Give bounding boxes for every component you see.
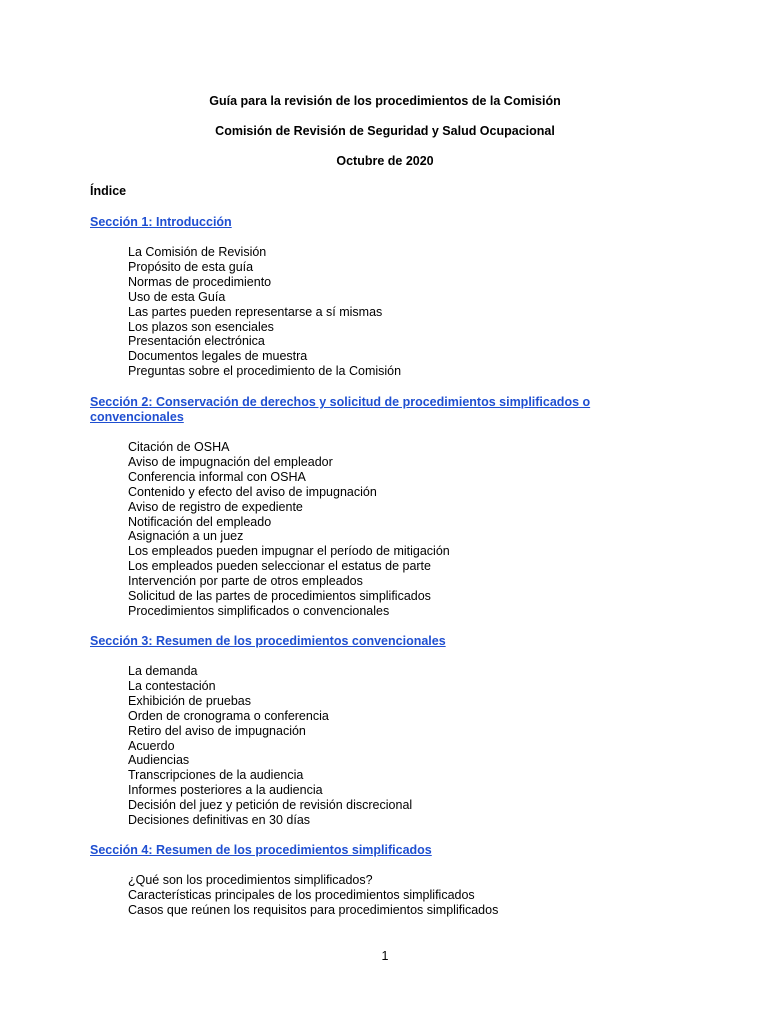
index-heading: Índice xyxy=(90,184,127,198)
list-item: Propósito de esta guía xyxy=(128,259,254,274)
list-item: Los empleados pueden seleccionar el estatus de parte xyxy=(128,559,431,574)
list-item: Los plazos son esenciales xyxy=(128,319,274,334)
section-2-items xyxy=(128,440,450,619)
document-title: Guía para la revisión de los procedimientos de la Comisión xyxy=(209,94,561,108)
page-number: 1 xyxy=(381,949,389,963)
document-subtitle: Comisión de Revisión de Seguridad y Salud Ocupacional xyxy=(215,124,555,138)
list-item: Presentación electrónica xyxy=(128,334,265,349)
list-item: La demanda xyxy=(128,664,198,678)
list-item: Decisión del juez y petición de revisión discrecional xyxy=(128,798,413,813)
list-item: Preguntas sobre el procedimiento de la Comisión xyxy=(128,364,402,379)
section-2-link[interactable]: Sección 2: Conservación de derechos y solicitud de procedimientos simplificados o convencionales xyxy=(90,395,591,424)
list-item: La Comisión de Revisión xyxy=(128,245,267,259)
section-1-items xyxy=(128,245,401,379)
section-4-items xyxy=(128,873,498,918)
list-item: Aviso de impugnación del empleador xyxy=(128,454,333,469)
list-item: Intervención por parte de otros empleados xyxy=(128,574,363,589)
list-item: Solicitud de las partes de procedimientos simplificados xyxy=(128,589,431,604)
list-item: Transcripciones de la audiencia xyxy=(128,768,304,783)
list-item: Asignación a un juez xyxy=(128,529,244,544)
list-item: Informes posteriores a la audiencia xyxy=(128,783,323,798)
list-item: Uso de esta Guía xyxy=(128,289,226,304)
list-item: ¿Qué son los procedimientos simplificados? xyxy=(128,873,373,887)
list-item: Retiro del aviso de impugnación xyxy=(128,723,306,738)
list-item: Audiencias xyxy=(128,753,190,768)
list-item: Características principales de los procedimientos simplificados xyxy=(128,887,475,902)
list-item: Los empleados pueden impugnar el período de mitigación xyxy=(128,544,450,559)
section-1-link[interactable]: Sección 1: Introducción xyxy=(90,215,232,229)
list-item: Casos que reúnen los requisitos para procedimientos simplificados xyxy=(128,902,499,917)
document-date: Octubre de 2020 xyxy=(336,154,434,168)
section-3-link[interactable]: Sección 3: Resumen de los procedimientos convencionales xyxy=(90,634,446,648)
list-item: Notificación del empleado xyxy=(128,514,272,529)
list-item: Acuerdo xyxy=(128,738,175,753)
list-item: Decisiones definitivas en 30 días xyxy=(128,813,311,828)
list-item: Procedimientos simplificados o convencionales xyxy=(128,603,390,618)
section-4-link[interactable]: Sección 4: Resumen de los procedimientos simplificados xyxy=(90,843,432,857)
list-item: Orden de cronograma o conferencia xyxy=(128,708,329,723)
list-item: Citación de OSHA xyxy=(128,440,230,454)
list-item: La contestación xyxy=(128,678,216,693)
list-item: Contenido y efecto del aviso de impugnación xyxy=(128,484,377,499)
list-item: Aviso de registro de expediente xyxy=(128,499,303,514)
list-item: Exhibición de pruebas xyxy=(128,693,251,708)
list-item: Las partes pueden representarse a sí mismas xyxy=(128,304,383,319)
list-item: Conferencia informal con OSHA xyxy=(128,469,306,484)
list-item: Documentos legales de muestra xyxy=(128,349,308,364)
list-item: Normas de procedimiento xyxy=(128,274,272,289)
section-3-items xyxy=(128,664,412,828)
